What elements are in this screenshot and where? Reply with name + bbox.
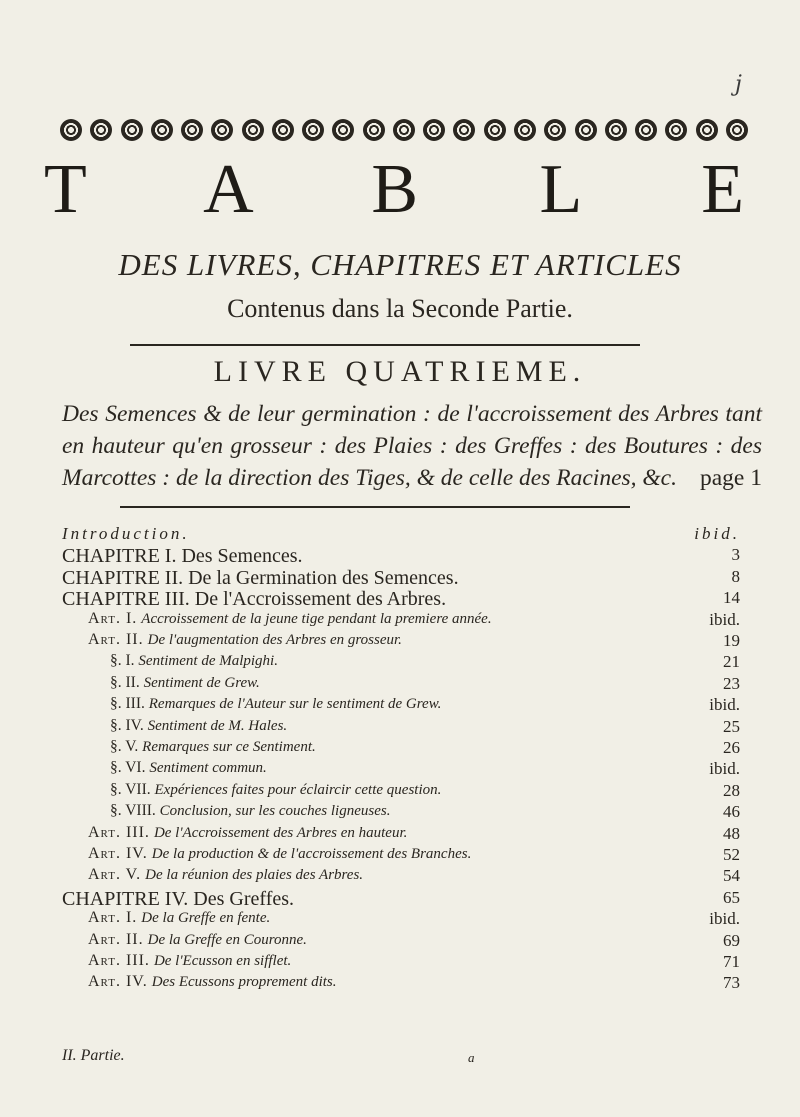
toc-entry-label — [110, 695, 441, 713]
ornament-icon — [121, 119, 143, 141]
toc-entry-label — [110, 717, 287, 735]
livre-description-text: Des Semences & de leur germination : de l'accroissement des Arbres tant en hauteur qu'en grosseur : des Plaies : des Greffes : des Boutures : des Marcottes : de la direction des Tiges, & de celle des Racines, &c. — [62, 401, 762, 491]
toc-entry-key: §. VIII. — [110, 802, 156, 820]
signature-mark: a — [468, 1050, 475, 1065]
toc-entry-page: 8 — [731, 566, 740, 586]
ornament-icon — [211, 119, 233, 141]
toc-entry-page: 54 — [723, 866, 740, 886]
ornament-icon — [181, 119, 203, 141]
toc-entry-label: Introduction. — [62, 524, 190, 543]
toc-entry-label — [88, 931, 307, 949]
ornament-icon — [514, 119, 536, 141]
ornament-icon — [575, 119, 597, 141]
toc-entry-key: Art. IV. — [88, 845, 148, 862]
toc-entry-label: CHAPITRE I. Des Semences. — [62, 545, 303, 568]
toc-entry-text: De la Greffe en Couronne. — [147, 931, 307, 948]
ornament-icon — [635, 119, 657, 141]
toc-entry-page: 21 — [723, 652, 740, 672]
toc-entry-text: Sentiment commun. — [149, 760, 267, 777]
toc-entry-page: 65 — [723, 887, 740, 907]
livre-description — [62, 398, 762, 494]
toc-entry-text: De l'augmentation des Arbres en grosseur. — [147, 632, 402, 648]
ornament-band — [60, 117, 748, 143]
toc-entry-key: Art. V. — [88, 866, 142, 884]
toc-entry-page: 69 — [723, 930, 740, 950]
toc-entry-label — [88, 909, 270, 927]
toc-entry-text: De l'Ecusson en sifflet. — [153, 953, 292, 969]
toc-entry-label: CHAPITRE II. De la Germination des Semences. — [62, 566, 459, 589]
toc-entry-text: De la production & de l'accroissement des Branches. — [151, 846, 472, 862]
toc-entry-key: Art. II. — [88, 631, 144, 648]
divider-rule — [120, 506, 630, 508]
ornament-icon — [726, 119, 748, 141]
toc-entry-label — [88, 952, 291, 970]
ornament-icon — [393, 119, 415, 141]
ornament-icon — [665, 119, 687, 141]
toc-entry-label — [88, 845, 471, 863]
ornament-icon — [544, 119, 566, 141]
toc-entry-label — [110, 781, 441, 799]
toc-entry-key: §. VII. — [110, 780, 151, 798]
ornament-icon — [272, 119, 294, 141]
toc-entry-text: De la réunion des plaies des Arbres. — [145, 867, 364, 884]
toc-entry-text: De la Greffe en fente. — [141, 910, 271, 927]
toc-entry-key: §. VI. — [110, 759, 146, 777]
toc-entry-label — [110, 759, 267, 777]
toc-entry-text: Remarques sur ce Sentiment. — [142, 739, 316, 755]
toc-entry-page: ibid. — [694, 524, 740, 543]
toc-entry-key: Art. I. — [88, 609, 138, 627]
toc-entry-page: 26 — [723, 738, 740, 757]
toc-entry-page: 28 — [723, 780, 740, 800]
toc-entry-page: ibid. — [709, 695, 740, 715]
toc-entry-label — [110, 802, 390, 820]
toc-entry-page: ibid. — [709, 759, 740, 779]
toc-entry-label — [88, 973, 337, 991]
toc-entry-key: §. V. — [110, 738, 139, 755]
toc-entry-key: Art. III. — [88, 952, 150, 969]
toc-entry-page: 25 — [723, 716, 740, 736]
toc-entry-page: 19 — [723, 631, 740, 650]
toc-entry-label — [110, 674, 260, 692]
ornament-icon — [484, 119, 506, 141]
toc-entry-key: §. I. — [110, 652, 135, 670]
ornament-icon — [90, 119, 112, 141]
livre-page: page 1 — [700, 465, 762, 491]
toc-entry-key: Art. III. — [88, 823, 150, 841]
ornament-icon — [605, 119, 627, 141]
subtitle-contents: Contenus dans la Seconde Partie. — [227, 294, 573, 323]
toc-entry-page: 73 — [723, 973, 740, 993]
toc-entry-label — [88, 631, 402, 649]
toc-entry-page: ibid. — [709, 609, 740, 629]
toc-entry-page: ibid. — [709, 909, 740, 929]
toc-entry-text: Accroissement de la jeune tige pendant la premiere année. — [141, 610, 492, 627]
toc-entry-text: Sentiment de M. Hales. — [147, 717, 288, 734]
livre-heading: LIVRE QUATRIEME. — [213, 355, 587, 388]
ornament-icon — [363, 119, 385, 141]
toc-entry-label — [110, 738, 316, 756]
toc-entry-label — [88, 610, 492, 628]
toc-entry-label: CHAPITRE III. De l'Accroissement des Arbres. — [62, 588, 447, 611]
toc-entry-text: Remarques de l'Auteur sur le sentiment de Grew. — [148, 696, 442, 713]
toc-entry-key: Art. II. — [88, 930, 144, 948]
page-title: T A B L E — [44, 151, 796, 228]
ornament-icon — [242, 119, 264, 141]
footer-part-label: II. Partie. — [62, 1047, 125, 1064]
toc-entry-key: Art. I. — [88, 909, 138, 927]
subtitle: DES LIVRES, CHAPITRES ET ARTICLES — [118, 247, 682, 282]
toc-entry-text: Expériences faites pour éclaircir cette question. — [154, 781, 442, 798]
toc-entry-text: De l'Accroissement des Arbres en hauteur. — [153, 824, 408, 841]
ornament-icon — [60, 119, 82, 141]
toc-entry-page: 3 — [731, 545, 740, 565]
toc-entry-text: Des Ecussons proprement dits. — [151, 974, 337, 991]
toc-entry-page: 14 — [723, 588, 740, 608]
toc-entry-page: 52 — [723, 845, 740, 864]
toc-entry-page: 48 — [723, 823, 740, 843]
toc-entry-page: 23 — [723, 673, 740, 693]
ornament-icon — [423, 119, 445, 141]
toc-entry-text: Sentiment de Malpighi. — [138, 653, 278, 670]
toc-entry-key: §. II. — [110, 673, 140, 691]
ornament-icon — [332, 119, 354, 141]
toc-entry-text: Sentiment de Grew. — [143, 674, 260, 691]
toc-entry-text: Conclusion, sur les couches ligneuses. — [159, 803, 391, 820]
ornament-icon — [302, 119, 324, 141]
toc-entry-key: §. IV. — [110, 716, 144, 734]
ornament-icon — [151, 119, 173, 141]
toc-entry-label: CHAPITRE IV. Des Greffes. — [62, 887, 295, 910]
toc-entry-key: Art. IV. — [88, 973, 148, 991]
page-number: j — [735, 72, 742, 97]
toc-entry-key: §. III. — [110, 695, 145, 713]
toc-entry-label — [88, 866, 363, 884]
toc-entry-label — [110, 652, 278, 670]
toc-entry-page: 71 — [723, 952, 740, 971]
ornament-icon — [453, 119, 475, 141]
toc-entry-label — [88, 824, 407, 842]
toc-entry-page: 46 — [723, 802, 740, 822]
ornament-icon — [696, 119, 718, 141]
divider-rule — [130, 344, 640, 346]
